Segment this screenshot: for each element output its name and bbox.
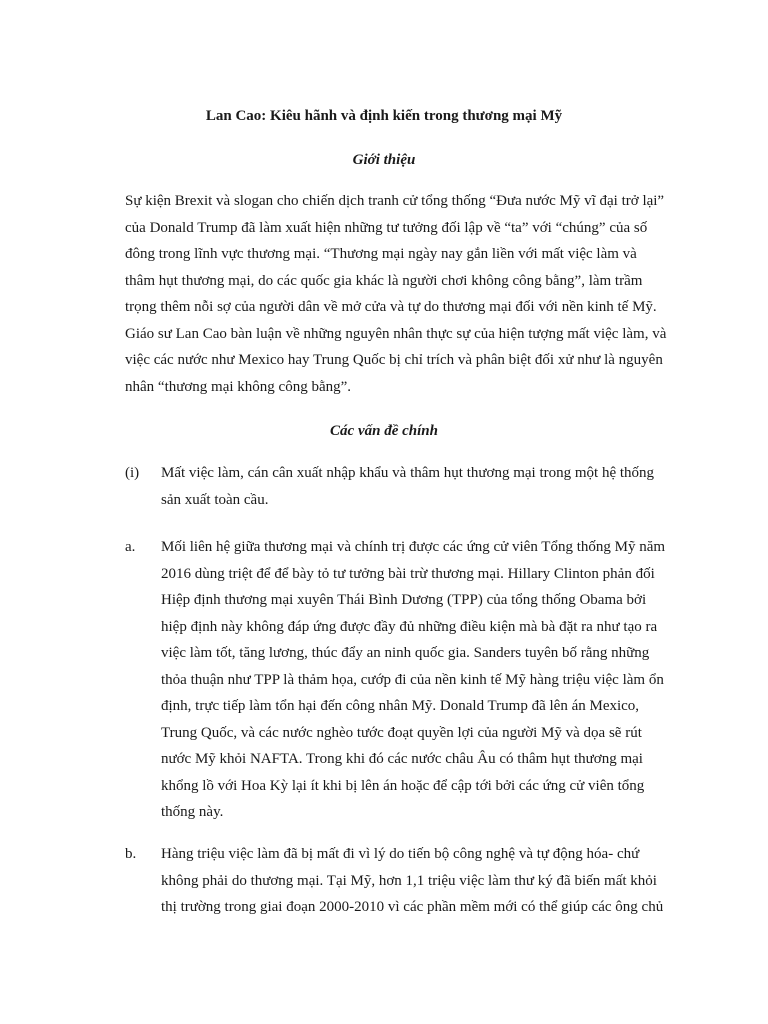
list-marker: a. (125, 539, 136, 555)
list-marker: b. (125, 846, 137, 862)
list-marker: (i) (125, 465, 140, 481)
list-item-text: Mất việc làm, cán cân xuất nhập khẩu và thâm hụt thương mại trong một hệ thống sản xuất toàn cầu. (161, 465, 655, 508)
document-title: Lan Cao: Kiêu hãnh và định kiến trong thương mại Mỹ (205, 108, 563, 124)
list-item-text: Hàng triệu việc làm đã bị mất đi vì lý do tiến bộ công nghệ và tự động hóa- chứ không phải do thương mại. Tại Mỹ, hơn 1,1 triệu việc làm thư ký đã biến mất khỏi thị trường trong giai đoạn 2000-2010 vì các phần mềm mới có thể giúp các ông chủ (161, 846, 664, 915)
issues-heading: Các vấn đề chính (330, 423, 438, 439)
intro-paragraph: Sự kiện Brexit và slogan cho chiến dịch tranh cử tổng thống “Đưa nước Mỹ vĩ đại trở lại” của Donald Trump đã làm xuất hiện những tư tưởng đối lập về “ta” với “chúng” của số đông trong lĩnh vực thương mại. “Thương mại ngày nay gắn liền với mất việc làm và thâm hụt thương mại, do các quốc gia khác là người chơi không công bằng”, làm trầm trọng thêm nỗi sợ của người dân về mở cửa và tự do thương mại đối với nền kinh tế Mỹ. Giáo sư Lan Cao bàn luận về những nguyên nhân thực sự của hiện tượng mất việc làm, và việc các nước như Mexico hay Trung Quốc bị chỉ trích và phân biệt đối xử như là nguyên nhân “thương mại không công bằng”. (125, 193, 667, 395)
intro-heading: Giới thiệu (352, 152, 416, 168)
list-item-text: Mối liên hệ giữa thương mại và chính trị được các ứng cử viên Tổng thống Mỹ năm 2016 dùng triệt để để bày tỏ tư tưởng bài trừ thương mại. Hillary Clinton phản đối Hiệp định thương mại xuyên Thái Bình Dương (TPP) của tổng thống Obama bởi hiệp định này không đáp ứng được đầy đủ những điều kiện mà bà đặt ra như tạo ra việc làm tốt, tăng lương, thúc đẩy an ninh quốc gia. Sanders tuyên bố rằng những thỏa thuận như TPP là thảm họa, cướp đi của nền kinh tế Mỹ hàng triệu việc làm ổn định, trực tiếp làm tổn hại đến công nhân Mỹ. Donald Trump đã lên án Mexico, Trung Quốc, và các nước nghèo tước đoạt quyền lợi của người Mỹ và dọa sẽ rút nước Mỹ khỏi NAFTA. Trong khi đó các nước châu Âu có thâm hụt thương mại khổng lồ với Hoa Kỳ lại ít khi bị lên án hoặc để cập tới bởi các ứng cử viên tổng thống này. (161, 539, 666, 820)
